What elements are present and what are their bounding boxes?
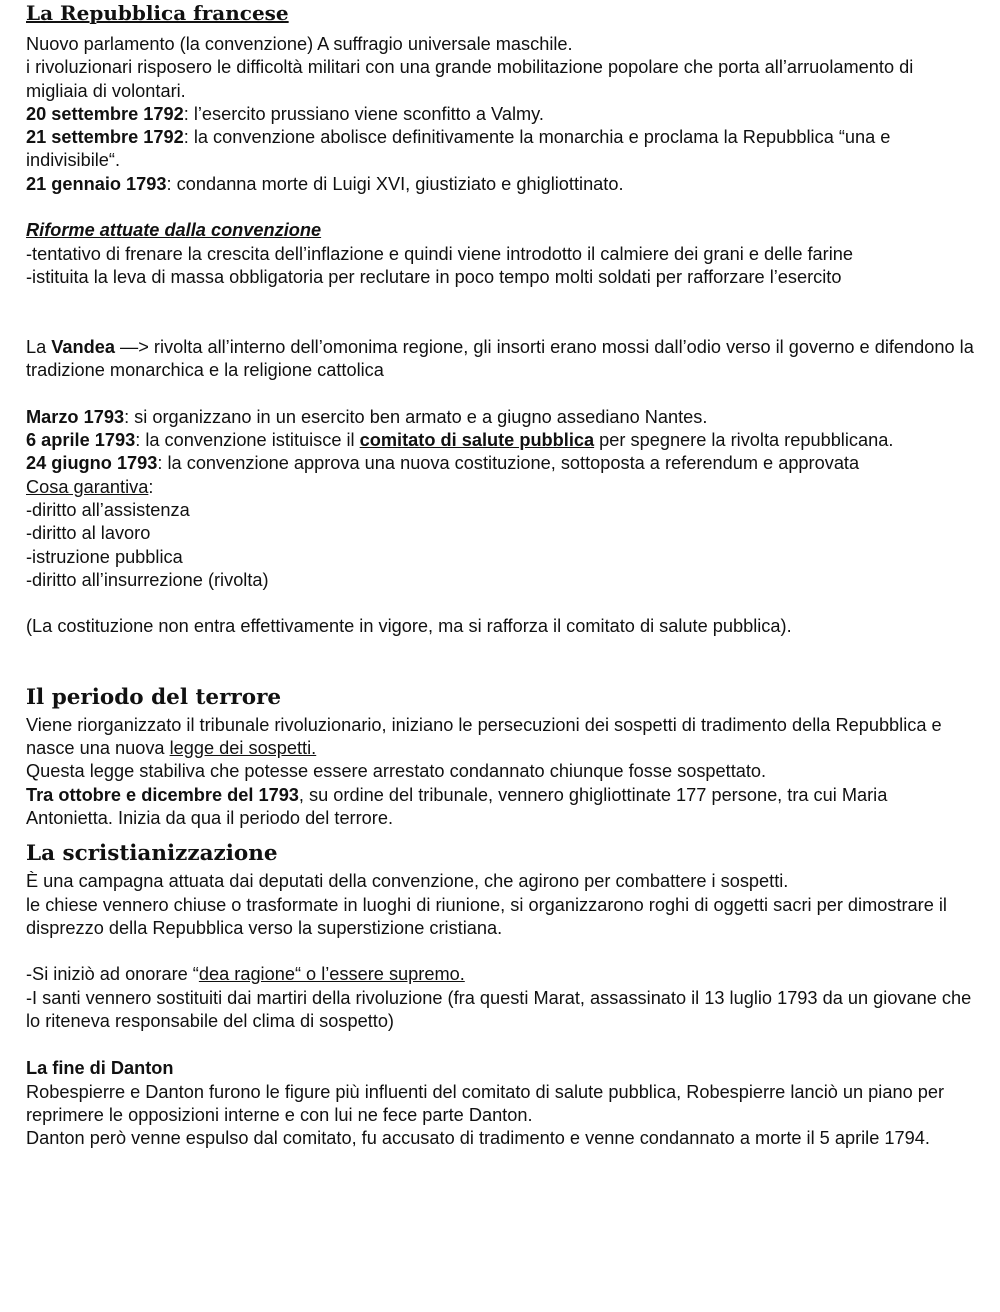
paragraph: Nuovo parlamento (la convenzione) A suffragio universale maschile.: [26, 34, 573, 54]
date-entry: 21 settembre 1792: la convenzione abolisce definitivamente la monarchia e proclama la Repubblica “una e indivisibile“.: [26, 127, 891, 171]
paragraph: Robespierre e Danton furono le figure più influenti del comitato di salute pubblica, Robespierre lanciò un piano per reprimere le opposizioni interne e con lui ne fece parte Danton.: [26, 1081, 945, 1125]
list-item: -Si iniziò ad onorare “dea ragione“ o l’essere supremo.: [26, 964, 465, 985]
paragraph: Questa legge stabiliva che potesse essere arrestato condannato chiunque fosse sospettato.: [26, 761, 767, 782]
section-title-scristianizzazione: La scristianizzazione: [26, 841, 278, 867]
list-item: -tentativo di frenare la crescita dell’inflazione e quindi viene introdotto il calmiere dei grani e delle farine: [26, 243, 853, 264]
date-label: 21 gennaio 1793: [26, 173, 167, 194]
list-item: -istituita la leva di massa obbligatoria per reclutare in poco tempo molti soldati per rafforzare l’esercito: [26, 266, 842, 287]
paragraph: Tra ottobre e dicembre del 1793, su ordine del tribunale, vennero ghigliottinate 177 persone, tra cui Maria Antonietta. Inizia da qua il periodo del terrore.: [26, 784, 888, 828]
date-label: 6 aprile 1793: [26, 430, 136, 451]
subsection-title-riforme: Riforme attuate dalla convenzione: [26, 220, 322, 241]
paragraph: Danton però venne espulso dal comitato, fu accusato di tradimento e venne condannato a morte il 5 aprile 1794.: [26, 1128, 930, 1149]
section-title-terrore: Il periodo del terrore: [26, 684, 282, 710]
paragraph: i rivoluzionari risposero le difficoltà militari con una grande mobilitazione popolare che porta all’arruolamento di migliaia di volontari.: [26, 57, 914, 101]
date-entry: Marzo 1793: si organizzano in un esercito ben armato e a giugno assediano Nantes.: [26, 406, 708, 427]
list-item: -diritto al lavoro: [26, 523, 151, 544]
note: (La costituzione non entra effettivamente in vigore, ma si rafforza il comitato di salute pubblica).: [26, 616, 792, 637]
list-item: -diritto all’assistenza: [26, 499, 190, 520]
date-label: 21 settembre 1792: [26, 127, 184, 148]
date-label: 24 giugno 1793: [26, 453, 158, 474]
date-label: Marzo 1793: [26, 406, 125, 427]
section-title-danton: La fine di Danton: [26, 1058, 174, 1079]
date-entry: 6 aprile 1793: la convenzione istituisce il comitato di salute pubblica per spegnere la rivolta repubblicana.: [26, 430, 894, 451]
date-entry: 24 giugno 1793: la convenzione approva una nuova costituzione, sottoposta a referendum e approvata: [26, 453, 860, 474]
date-entry: 21 gennaio 1793: condanna morte di Luigi XVI, giustiziato e ghigliottinato.: [26, 173, 624, 194]
paragraph: le chiese vennero chiuse o trasformate in luoghi di riunione, si organizzarono roghi di oggetti sacri per dimostrare il disprezzo della Repubblica verso la superstizione cristiana.: [26, 894, 947, 938]
date-entry: 20 settembre 1792: l’esercito prussiano viene sconfitto a Valmy.: [26, 103, 544, 124]
document-page: [26, 0, 976, 1150]
section-title-repubblica: La Repubblica francese: [26, 1, 289, 25]
paragraph-vandea: La Vandea —> rivolta all’interno dell’omonima regione, gli insorti erano mossi dall’odio verso il governo e difendono la tradizione monarchica e la religione cattolica: [26, 336, 974, 381]
date-label: 20 settembre 1792: [26, 103, 184, 124]
rights-heading: Cosa garantiva:: [26, 476, 154, 497]
paragraph: È una campagna attuata dai deputati della convenzione, che agirono per combattere i sospetti.: [26, 871, 789, 892]
list-item: -diritto all’insurrezione (rivolta): [26, 569, 269, 590]
list-item: -I santi vennero sostituiti dai martiri della rivoluzione (fra questi Marat, assassinato il 13 luglio 1793 da un giovane che lo riteneva responsabile del clima di sospetto): [26, 987, 972, 1031]
list-item: -istruzione pubblica: [26, 546, 183, 567]
comitato-highlight: comitato di salute pubblica: [359, 430, 595, 451]
paragraph: Viene riorganizzato il tribunale rivoluzionario, iniziano le persecuzioni dei sospetti di tradimento della Repubblica e nasce una nuova legge dei sospetti.: [26, 714, 942, 759]
